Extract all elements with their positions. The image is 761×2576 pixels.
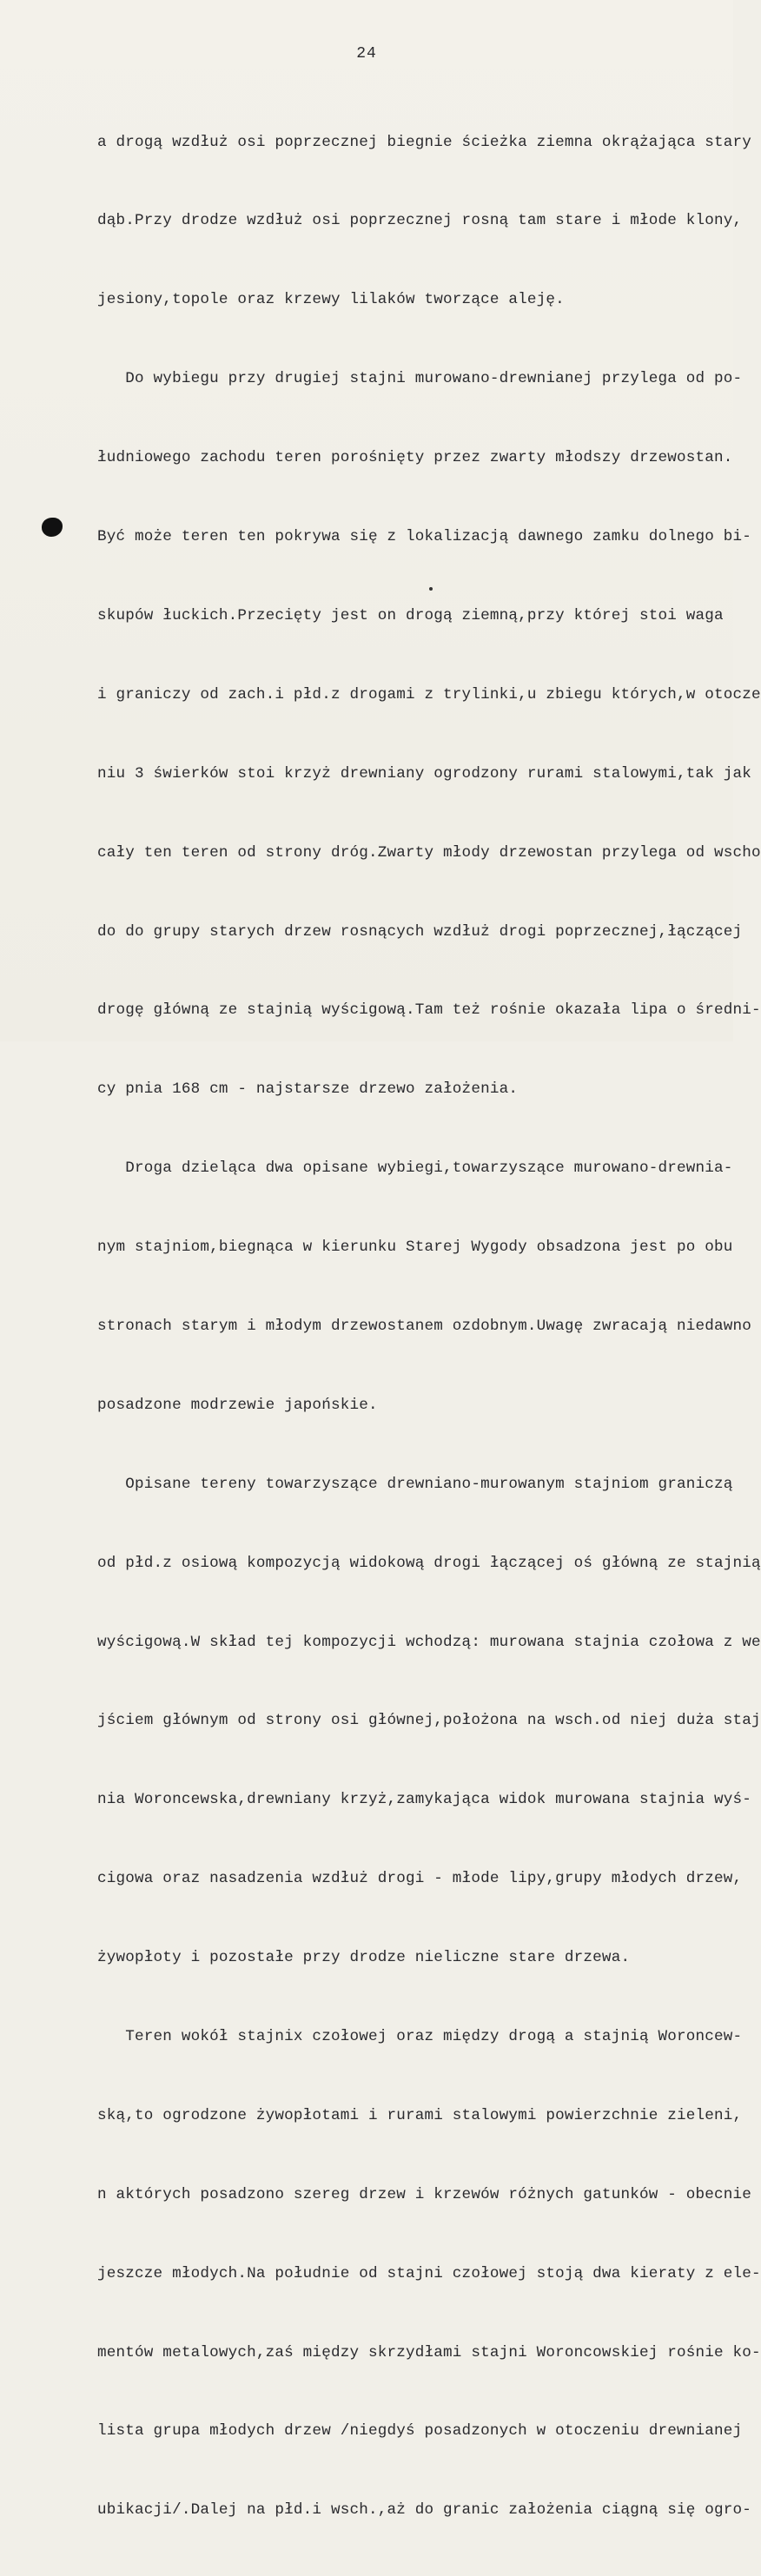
text-line: od płd.z osiową kompozycją widokową drogi łączącej oś główną ze stajnią [97,1554,761,1572]
text-line: do do grupy starych drzew rosnących wzdłuż drogi poprzecznej,łączącej [97,922,743,941]
text-line: Droga dzieląca dwa opisane wybiegi,towarzyszące murowano-drewnia- [97,1159,733,1178]
text-line: posadzone modrzewie japońskie. [97,1396,378,1414]
text-line: ubikacji/.Dalej na płd.i wsch.,aż do granic założenia ciągną się ogro- [97,2501,752,2520]
text-line: mentów metalowych,zaś między skrzydłami stajni Woroncowskiej rośnie ko- [97,2343,761,2361]
text-line: łudniowego zachodu teren porośnięty przez zwarty młodszy drzewostan. [97,449,733,467]
text-line: cały ten teren od strony dróg.Zwarty młody drzewostan przylega od wscho [97,843,761,862]
body-text [97,76,761,2576]
text-line: wyścigową.W skład tej kompozycji wchodzą: murowana stajnia czołowa z we [97,1633,761,1651]
text-line: n aktórych posadzono szereg drzew i krzewów różnych gatunków - obecnie [97,2185,752,2203]
text-line: Być może teren ten pokrywa się z lokalizacją dawnego zamku dolnego bi- [97,528,752,546]
text-line: jesiony,topole oraz krzewy lilaków tworzące aleję. [97,291,565,309]
text-line: stronach starym i młodym drzewostanem ozdobnym.Uwagę zwracają niedawno [97,1317,752,1335]
ink-speck [429,587,433,591]
text-line: jściem głównym od strony osi głównej,położona na wsch.od niej duża staj [97,1712,761,1730]
text-line: żywopłoty i pozostałe przy drodze nieliczne stare drzewa. [97,1949,631,1967]
text-line: nia Woroncewska,drewniany krzyż,zamykająca widok murowana stajnia wyś- [97,1791,752,1809]
text-line: Teren wokół stajnix czołowej oraz między drogą a stajnią Woroncew- [97,2027,743,2045]
ink-blot [42,518,63,537]
text-line: a drogą wzdłuż osi poprzecznej biegnie ścieżka ziemna okrążająca stary [97,133,752,151]
text-line: drogę główną ze stajnią wyścigową.Tam też rośnie okazała lipa o średni- [97,1001,761,1020]
text-line: cy pnia 168 cm - najstarsze drzewo założenia. [97,1080,519,1099]
text-line: nym stajniom,biegnąca w kierunku Starej Wygody obsadzona jest po obu [97,1238,733,1257]
text-line: ską,to ogrodzone żywopłotami i rurami stalowymi powierzchnie zieleni, [97,2106,743,2124]
text-line: jeszcze młodych.Na południe od stajni czołowej stoją dwa kieraty z ele- [97,2264,761,2282]
text-line: Do wybiegu przy drugiej stajni murowano-drewnianej przylega od po- [97,370,743,388]
text-line: skupów łuckich.Przecięty jest on drogą ziemną,przy której stoi waga [97,606,724,624]
page-number: 24 [356,45,377,63]
text-line: dąb.Przy drodze wzdłuż osi poprzecznej rosną tam stare i młode klony, [97,212,743,230]
text-line: niu 3 świerków stoi krzyż drewniany ogrodzony rurami stalowymi,tak jak [97,764,752,783]
text-line: lista grupa młodych drzew /niegdyś posadzonych w otoczeniu drewnianej [97,2422,743,2441]
text-line: cigowa oraz nasadzenia wzdłuż drogi - młode lipy,grupy młodych drzew, [97,1870,743,1888]
text-line: i graniczy od zach.i płd.z drogami z trylinki,u zbiegu których,w otocze [97,685,761,703]
text-line: Opisane tereny towarzyszące drewniano-murowanym stajniom graniczą [97,1475,733,1493]
